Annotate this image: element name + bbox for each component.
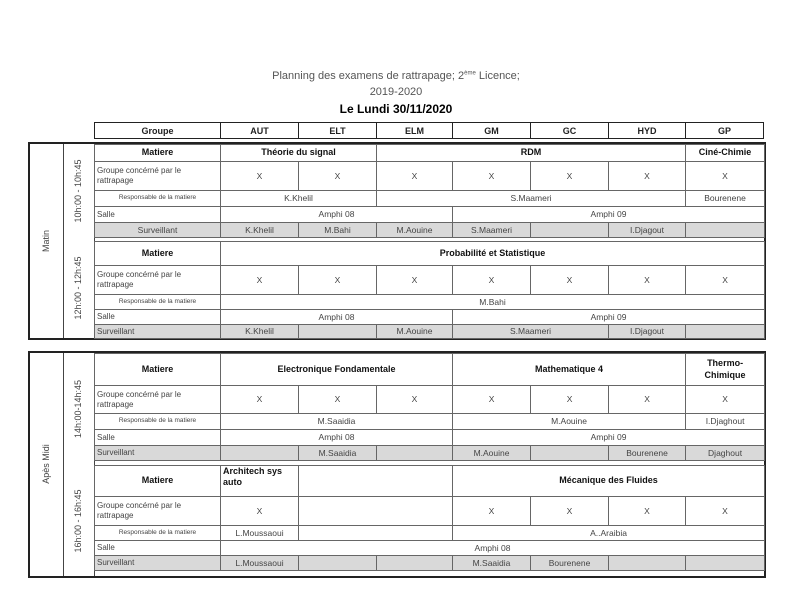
group-mark: X — [686, 266, 765, 295]
responsable-cell — [299, 526, 453, 541]
surveillant-cell — [377, 556, 453, 571]
salle-cell: Amphi 08 — [221, 541, 765, 556]
surveillant-cell: K.Khelil — [221, 223, 299, 238]
group-mark: X — [221, 386, 299, 414]
column-header — [94, 122, 764, 139]
matiere-cell: Architech sys auto — [221, 466, 299, 497]
surveillant-cell — [299, 325, 377, 339]
salle-cell: Amphi 09 — [453, 430, 765, 446]
matiere-cell: Ciné-Chimie — [686, 145, 765, 162]
responsable-cell: M.Aouine — [453, 414, 686, 430]
doc-title: Planning des examens de rattrapage; 2ème Licence; — [272, 70, 520, 82]
row-label-matiere: Matiere — [95, 354, 221, 386]
responsable-cell: S.Maameri — [377, 191, 686, 207]
row-label-matiere: Matiere — [95, 145, 221, 162]
row-label-groupe: Groupe concérné par le rattrapage — [95, 266, 221, 295]
group-mark: X — [531, 266, 609, 295]
col-groupe: Groupe — [95, 123, 221, 139]
surveillant-cell: M.Saaidia — [453, 556, 531, 571]
slot-3-table — [94, 353, 765, 461]
group-mark: X — [377, 162, 453, 191]
col-gp: GP — [686, 123, 764, 139]
row-label-salle: Salle — [95, 310, 221, 325]
matiere-cell: Probabilité et Statistique — [221, 242, 765, 266]
responsable-cell: M.Saaidia — [221, 414, 453, 430]
salle-cell: Amphi 09 — [453, 207, 765, 223]
row-label-salle: Salle — [95, 541, 221, 556]
surveillant-cell: Bourenene — [531, 556, 609, 571]
matiere-cell: Théorie du signal — [221, 145, 377, 162]
salle-cell: Amphi 08 — [221, 430, 453, 446]
surveillant-cell: M.Aouine — [453, 446, 531, 461]
group-mark: X — [377, 266, 453, 295]
surveillant-cell — [531, 223, 609, 238]
group-mark: X — [609, 497, 686, 526]
period-label: Matin — [41, 229, 51, 253]
group-mark: X — [453, 497, 531, 526]
time-column — [63, 144, 95, 338]
group-mark: X — [453, 162, 531, 191]
row-label-surveillant: Surveillant — [95, 446, 221, 461]
surveillant-cell: M.Saaidia — [299, 446, 377, 461]
row-label-groupe: Groupe concérné par le rattrapage — [95, 497, 221, 526]
row-label-responsable: Responsable de la matiere — [95, 191, 221, 207]
group-mark: X — [531, 497, 609, 526]
group-mark: X — [686, 162, 765, 191]
time-slot-3: 14h:00-14h:45 — [73, 379, 83, 439]
surveillant-cell — [686, 556, 765, 571]
surveillant-cell: M.Aouine — [377, 223, 453, 238]
responsable-cell: K.Khelil — [221, 191, 377, 207]
afternoon-block — [28, 351, 766, 578]
group-mark: X — [221, 266, 299, 295]
group-mark: X — [453, 266, 531, 295]
salle-cell: Amphi 09 — [453, 310, 765, 325]
exam-date: Le Lundi 30/11/2020 — [339, 102, 453, 116]
surveillant-cell: M.Aouine — [377, 325, 453, 339]
morning-block — [28, 142, 766, 340]
surveillant-cell: I.Djagout — [609, 325, 686, 339]
row-label-responsable: Responsable de la matiere — [95, 295, 221, 310]
matiere-cell: Electronique Fondamentale — [221, 354, 453, 386]
time-slot-1: 10h:00 - 10h:45 — [73, 159, 83, 223]
group-mark: X — [531, 386, 609, 414]
group-mark: X — [453, 386, 531, 414]
salle-cell: Amphi 08 — [221, 207, 453, 223]
surveillant-cell: S.Maameri — [453, 325, 609, 339]
group-mark: X — [686, 497, 765, 526]
surveillant-cell — [609, 556, 686, 571]
row-label-surveillant: Surveillant — [95, 325, 221, 339]
group-mark: X — [609, 162, 686, 191]
row-label-responsable: Responsable de la matiere — [95, 526, 221, 541]
matiere-cell — [299, 466, 453, 497]
row-label-groupe: Groupe concérné par le rattrapage — [95, 386, 221, 414]
row-label-surveillant: Surveillant — [95, 223, 221, 238]
surveillant-cell: Djaghout — [686, 446, 765, 461]
surveillant-cell — [531, 446, 609, 461]
period-cell — [30, 144, 64, 338]
salle-cell: Amphi 08 — [221, 310, 453, 325]
col-aut: AUT — [221, 123, 299, 139]
row-label-responsable: Responsable de la matiere — [95, 414, 221, 430]
responsable-cell: M.Bahi — [221, 295, 765, 310]
row-label-salle: Salle — [95, 430, 221, 446]
group-mark: X — [609, 266, 686, 295]
group-mark: X — [221, 162, 299, 191]
surveillant-cell — [686, 223, 765, 238]
group-mark: X — [609, 386, 686, 414]
group-mark: X — [531, 162, 609, 191]
matiere-cell: Mécanique des Fluides — [453, 466, 765, 497]
row-label-salle: Salle — [95, 207, 221, 223]
row-label-matiere: Matiere — [95, 466, 221, 497]
surveillant-cell: I.Djagout — [609, 223, 686, 238]
col-gc: GC — [531, 123, 609, 139]
matiere-cell: Thermo-Chimique — [686, 354, 765, 386]
slot-4-table — [94, 465, 765, 571]
responsable-cell: Bourenene — [686, 191, 765, 207]
period-cell — [30, 353, 64, 576]
time-slot-2: 12h:00 - 12h:45 — [73, 256, 83, 320]
group-mark: X — [299, 266, 377, 295]
group-mark: X — [221, 497, 299, 526]
slot-1-table — [94, 144, 765, 238]
surveillant-cell: L.Moussaoui — [221, 556, 299, 571]
group-mark: X — [299, 386, 377, 414]
matiere-cell: RDM — [377, 145, 686, 162]
surveillant-cell: Bourenene — [609, 446, 686, 461]
row-label-surveillant: Surveillant — [95, 556, 221, 571]
surveillant-cell — [299, 556, 377, 571]
group-mark: X — [686, 386, 765, 414]
responsable-cell: A..Araibia — [453, 526, 765, 541]
group-mark: X — [299, 162, 377, 191]
col-gm: GM — [453, 123, 531, 139]
academic-year: 2019-2020 — [369, 86, 423, 98]
row-label-matiere: Matiere — [95, 242, 221, 266]
slot-2-table — [94, 241, 765, 339]
surveillant-cell: M.Bahi — [299, 223, 377, 238]
surveillant-cell — [377, 446, 453, 461]
group-mark-empty — [299, 497, 453, 526]
surveillant-cell: K.Khelil — [221, 325, 299, 339]
group-mark: X — [377, 386, 453, 414]
surveillant-cell — [221, 446, 299, 461]
time-column — [63, 353, 95, 576]
matiere-cell: Mathematique 4 — [453, 354, 686, 386]
responsable-cell: L.Moussaoui — [221, 526, 299, 541]
row-label-groupe: Groupe concérné par le rattrapage — [95, 162, 221, 191]
col-hyd: HYD — [609, 123, 686, 139]
period-label: Apès Midi — [41, 444, 51, 484]
surveillant-cell — [686, 325, 765, 339]
surveillant-cell: S.Maameri — [453, 223, 531, 238]
time-slot-4: 16h:00 - 16h:45 — [73, 489, 83, 553]
col-elm: ELM — [377, 123, 453, 139]
col-elt: ELT — [299, 123, 377, 139]
responsable-cell: I.Djaghout — [686, 414, 765, 430]
